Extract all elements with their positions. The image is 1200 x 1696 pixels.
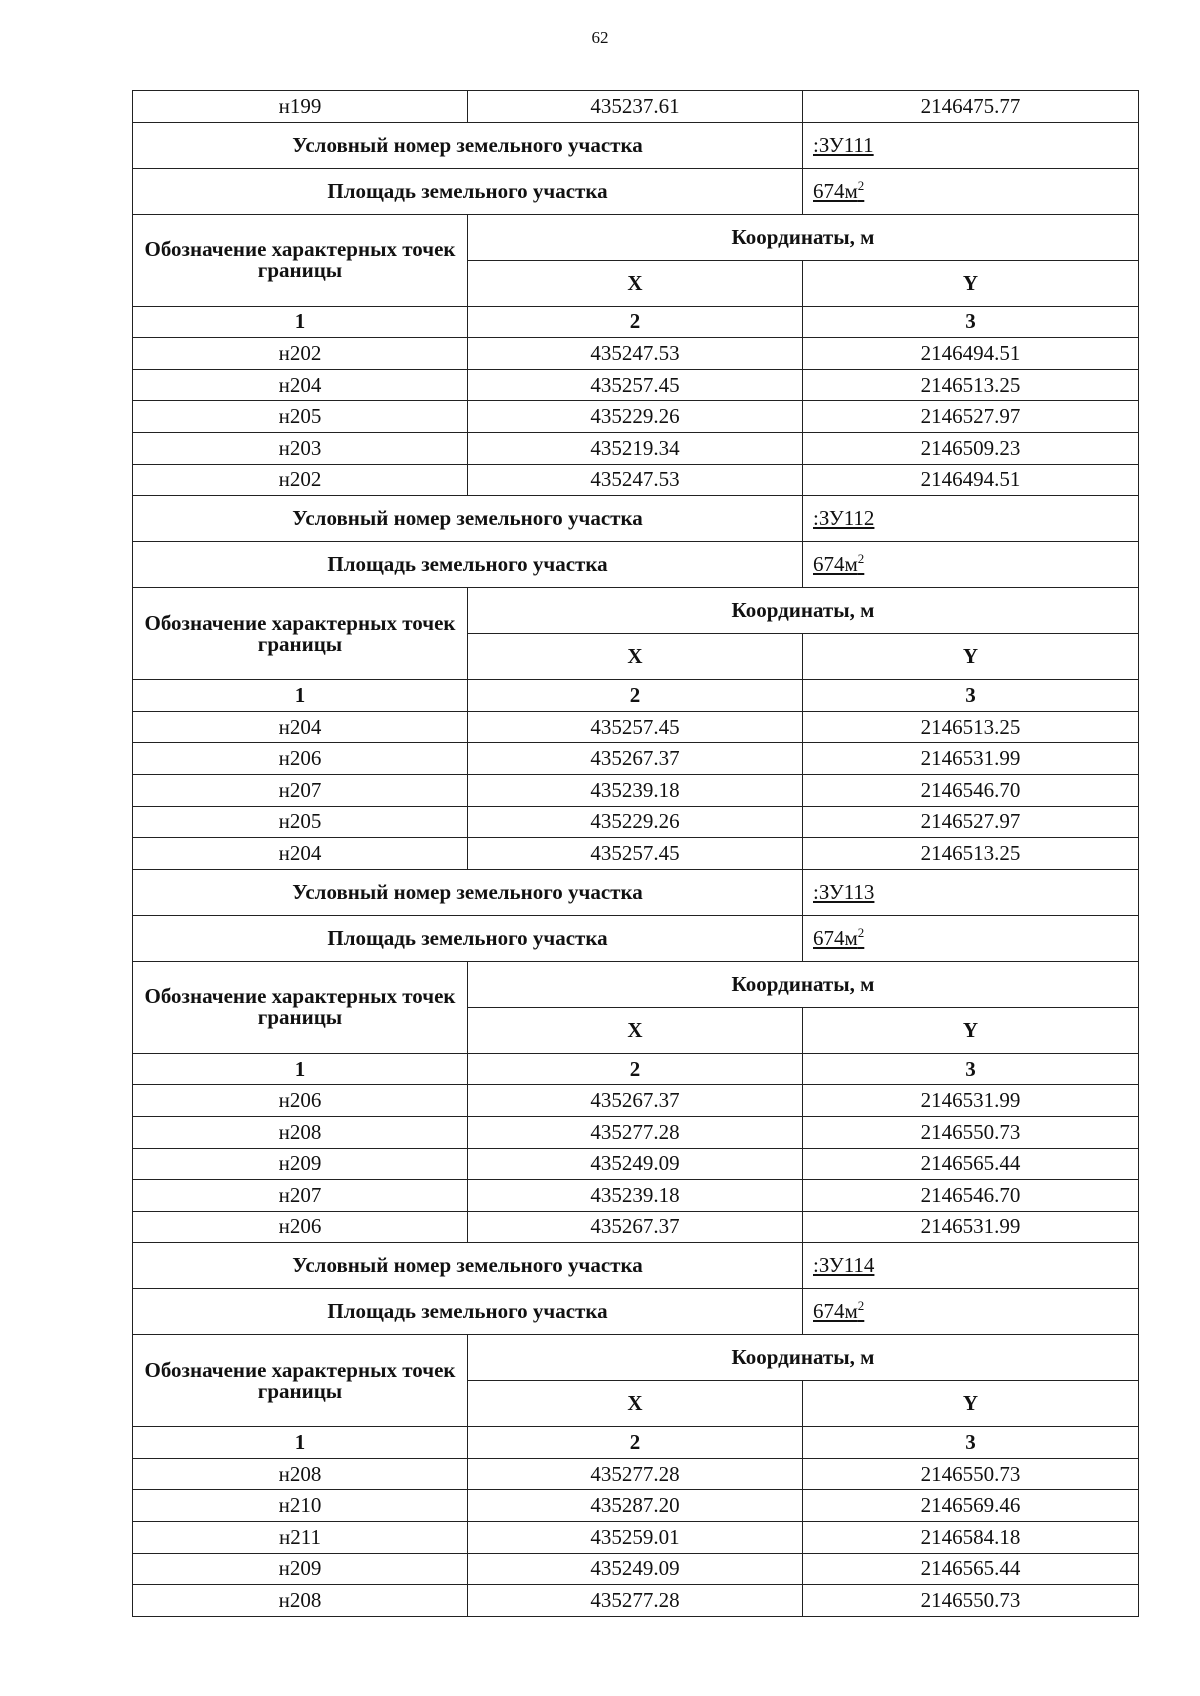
table-row — [133, 1085, 1139, 1117]
y-cell: 2146565.44 — [803, 1148, 1139, 1180]
coordinates-header-row — [133, 588, 1139, 634]
point-cell: н202 — [133, 338, 468, 370]
table-row — [133, 1553, 1139, 1585]
table-row — [133, 774, 1139, 806]
table-row — [133, 1490, 1139, 1522]
y-cell: 2146550.73 — [803, 1458, 1139, 1490]
plot-area-label: Площадь земельного участка — [133, 915, 803, 961]
plot-area-row — [133, 915, 1139, 961]
point-cell: н207 — [133, 1180, 468, 1212]
y-header: Y — [803, 634, 1139, 680]
column-number: 3 — [803, 1427, 1139, 1459]
point-cell: н208 — [133, 1585, 468, 1617]
point-cell: н205 — [133, 401, 468, 433]
x-cell: 435247.53 — [468, 464, 803, 496]
points-designation-header: Обозначение характерных точек границы — [133, 961, 468, 1053]
table-row — [133, 1458, 1139, 1490]
column-number-row — [133, 1427, 1139, 1459]
plot-area-unit-power: 2 — [857, 1298, 865, 1314]
x-cell: 435229.26 — [468, 806, 803, 838]
coordinates-table — [132, 90, 1139, 1617]
y-cell: 2146513.25 — [803, 838, 1139, 870]
table-row — [133, 743, 1139, 775]
point-cell: н205 — [133, 806, 468, 838]
plot-area-unit-power: 2 — [857, 551, 865, 567]
plot-number-label: Условный номер земельного участка — [133, 122, 803, 168]
x-cell: 435257.45 — [468, 711, 803, 743]
y-cell: 2146550.73 — [803, 1585, 1139, 1617]
plot-area-row — [133, 542, 1139, 588]
x-cell: 435229.26 — [468, 401, 803, 433]
point-cell: н210 — [133, 1490, 468, 1522]
plot-area-row — [133, 1289, 1139, 1335]
x-cell: 435247.53 — [468, 338, 803, 370]
x-cell: 435239.18 — [468, 1180, 803, 1212]
x-header: X — [468, 1007, 803, 1053]
table-row — [133, 369, 1139, 401]
column-number-row — [133, 1053, 1139, 1085]
point-cell: н199 — [133, 91, 468, 123]
point-cell: н211 — [133, 1522, 468, 1554]
plot-number-row — [133, 122, 1139, 168]
table-row — [133, 1585, 1139, 1617]
column-number: 2 — [468, 306, 803, 338]
y-cell: 2146531.99 — [803, 1211, 1139, 1243]
table-row — [133, 338, 1139, 370]
y-cell: 2146546.70 — [803, 774, 1139, 806]
plot-area-label: Площадь земельного участка — [133, 168, 803, 214]
column-number-row — [133, 680, 1139, 712]
plot-area-number: 674м — [813, 1299, 858, 1324]
x-cell: 435219.34 — [468, 432, 803, 464]
x-cell: 435249.09 — [468, 1148, 803, 1180]
x-cell: 435277.28 — [468, 1116, 803, 1148]
y-header: Y — [803, 1381, 1139, 1427]
table-row — [133, 1148, 1139, 1180]
column-number: 3 — [803, 680, 1139, 712]
point-cell: н204 — [133, 369, 468, 401]
column-number-row — [133, 306, 1139, 338]
column-number: 1 — [133, 306, 468, 338]
point-cell: н206 — [133, 1211, 468, 1243]
plot-area-value — [803, 168, 1139, 214]
plot-area-unit-power: 2 — [857, 924, 865, 940]
table-body — [133, 91, 1139, 1617]
x-header: X — [468, 634, 803, 680]
x-cell: 435239.18 — [468, 774, 803, 806]
y-cell: 2146546.70 — [803, 1180, 1139, 1212]
y-cell: 2146509.23 — [803, 432, 1139, 464]
column-number: 3 — [803, 1053, 1139, 1085]
y-header: Y — [803, 260, 1139, 306]
plot-area-label: Площадь земельного участка — [133, 1289, 803, 1335]
plot-area-unit-power: 2 — [857, 177, 865, 193]
plot-number-label: Условный номер земельного участка — [133, 496, 803, 542]
column-number: 2 — [468, 680, 803, 712]
table-row — [133, 711, 1139, 743]
y-cell: 2146494.51 — [803, 464, 1139, 496]
table-row — [133, 1211, 1139, 1243]
x-header: X — [468, 1381, 803, 1427]
y-cell: 2146527.97 — [803, 806, 1139, 838]
y-header: Y — [803, 1007, 1139, 1053]
x-header: X — [468, 260, 803, 306]
plot-area-label: Площадь земельного участка — [133, 542, 803, 588]
y-cell: 2146494.51 — [803, 338, 1139, 370]
y-cell: 2146527.97 — [803, 401, 1139, 433]
column-number: 3 — [803, 306, 1139, 338]
table-row — [133, 401, 1139, 433]
table-row — [133, 1522, 1139, 1554]
point-cell: н202 — [133, 464, 468, 496]
x-cell: 435257.45 — [468, 369, 803, 401]
column-number: 1 — [133, 680, 468, 712]
column-number: 1 — [133, 1427, 468, 1459]
point-cell: н209 — [133, 1148, 468, 1180]
point-cell: н208 — [133, 1458, 468, 1490]
coordinates-header: Координаты, м — [468, 214, 1139, 260]
points-designation-header: Обозначение характерных точек границы — [133, 1335, 468, 1427]
y-cell: 2146531.99 — [803, 1085, 1139, 1117]
x-cell: 435277.28 — [468, 1585, 803, 1617]
column-number: 1 — [133, 1053, 468, 1085]
plot-area-row — [133, 168, 1139, 214]
coordinates-header-row — [133, 1335, 1139, 1381]
plot-area-number: 674м — [813, 178, 858, 203]
coordinates-header: Координаты, м — [468, 588, 1139, 634]
y-cell: 2146475.77 — [803, 91, 1139, 123]
plot-area-value — [803, 915, 1139, 961]
plot-number-value: :ЗУ114 — [803, 1243, 1139, 1289]
point-cell: н206 — [133, 1085, 468, 1117]
plot-area-value — [803, 542, 1139, 588]
x-cell: 435267.37 — [468, 743, 803, 775]
point-cell: н206 — [133, 743, 468, 775]
plot-number-row — [133, 869, 1139, 915]
column-number: 2 — [468, 1427, 803, 1459]
coordinates-header-row — [133, 961, 1139, 1007]
point-cell: н209 — [133, 1553, 468, 1585]
table-row — [133, 1116, 1139, 1148]
y-cell: 2146565.44 — [803, 1553, 1139, 1585]
x-cell: 435237.61 — [468, 91, 803, 123]
y-cell: 2146513.25 — [803, 369, 1139, 401]
point-cell: н204 — [133, 711, 468, 743]
x-cell: 435249.09 — [468, 1553, 803, 1585]
point-cell: н208 — [133, 1116, 468, 1148]
plot-area-value — [803, 1289, 1139, 1335]
point-cell: н203 — [133, 432, 468, 464]
plot-number-label: Условный номер земельного участка — [133, 1243, 803, 1289]
page-number: 62 — [591, 28, 609, 47]
x-cell: 435287.20 — [468, 1490, 803, 1522]
x-cell: 435277.28 — [468, 1458, 803, 1490]
plot-number-value: :ЗУ111 — [803, 122, 1139, 168]
y-cell: 2146569.46 — [803, 1490, 1139, 1522]
coordinates-header: Координаты, м — [468, 1335, 1139, 1381]
x-cell: 435259.01 — [468, 1522, 803, 1554]
plot-number-value: :ЗУ113 — [803, 869, 1139, 915]
points-designation-header: Обозначение характерных точек границы — [133, 588, 468, 680]
y-cell: 2146584.18 — [803, 1522, 1139, 1554]
points-designation-header: Обозначение характерных точек границы — [133, 214, 468, 306]
column-number: 2 — [468, 1053, 803, 1085]
plot-number-row — [133, 496, 1139, 542]
x-cell: 435267.37 — [468, 1211, 803, 1243]
table-row — [133, 1180, 1139, 1212]
coordinates-header: Координаты, м — [468, 961, 1139, 1007]
plot-number-label: Условный номер земельного участка — [133, 869, 803, 915]
table-row — [133, 838, 1139, 870]
table-row — [133, 91, 1139, 123]
plot-number-row — [133, 1243, 1139, 1289]
x-cell: 435267.37 — [468, 1085, 803, 1117]
plot-area-number: 674м — [813, 925, 858, 950]
y-cell: 2146513.25 — [803, 711, 1139, 743]
y-cell: 2146531.99 — [803, 743, 1139, 775]
table-row — [133, 806, 1139, 838]
y-cell: 2146550.73 — [803, 1116, 1139, 1148]
point-cell: н207 — [133, 774, 468, 806]
coordinates-header-row — [133, 214, 1139, 260]
point-cell: н204 — [133, 838, 468, 870]
table-row — [133, 464, 1139, 496]
plot-number-value: :ЗУ112 — [803, 496, 1139, 542]
table-row — [133, 432, 1139, 464]
plot-area-number: 674м — [813, 552, 858, 577]
x-cell: 435257.45 — [468, 838, 803, 870]
